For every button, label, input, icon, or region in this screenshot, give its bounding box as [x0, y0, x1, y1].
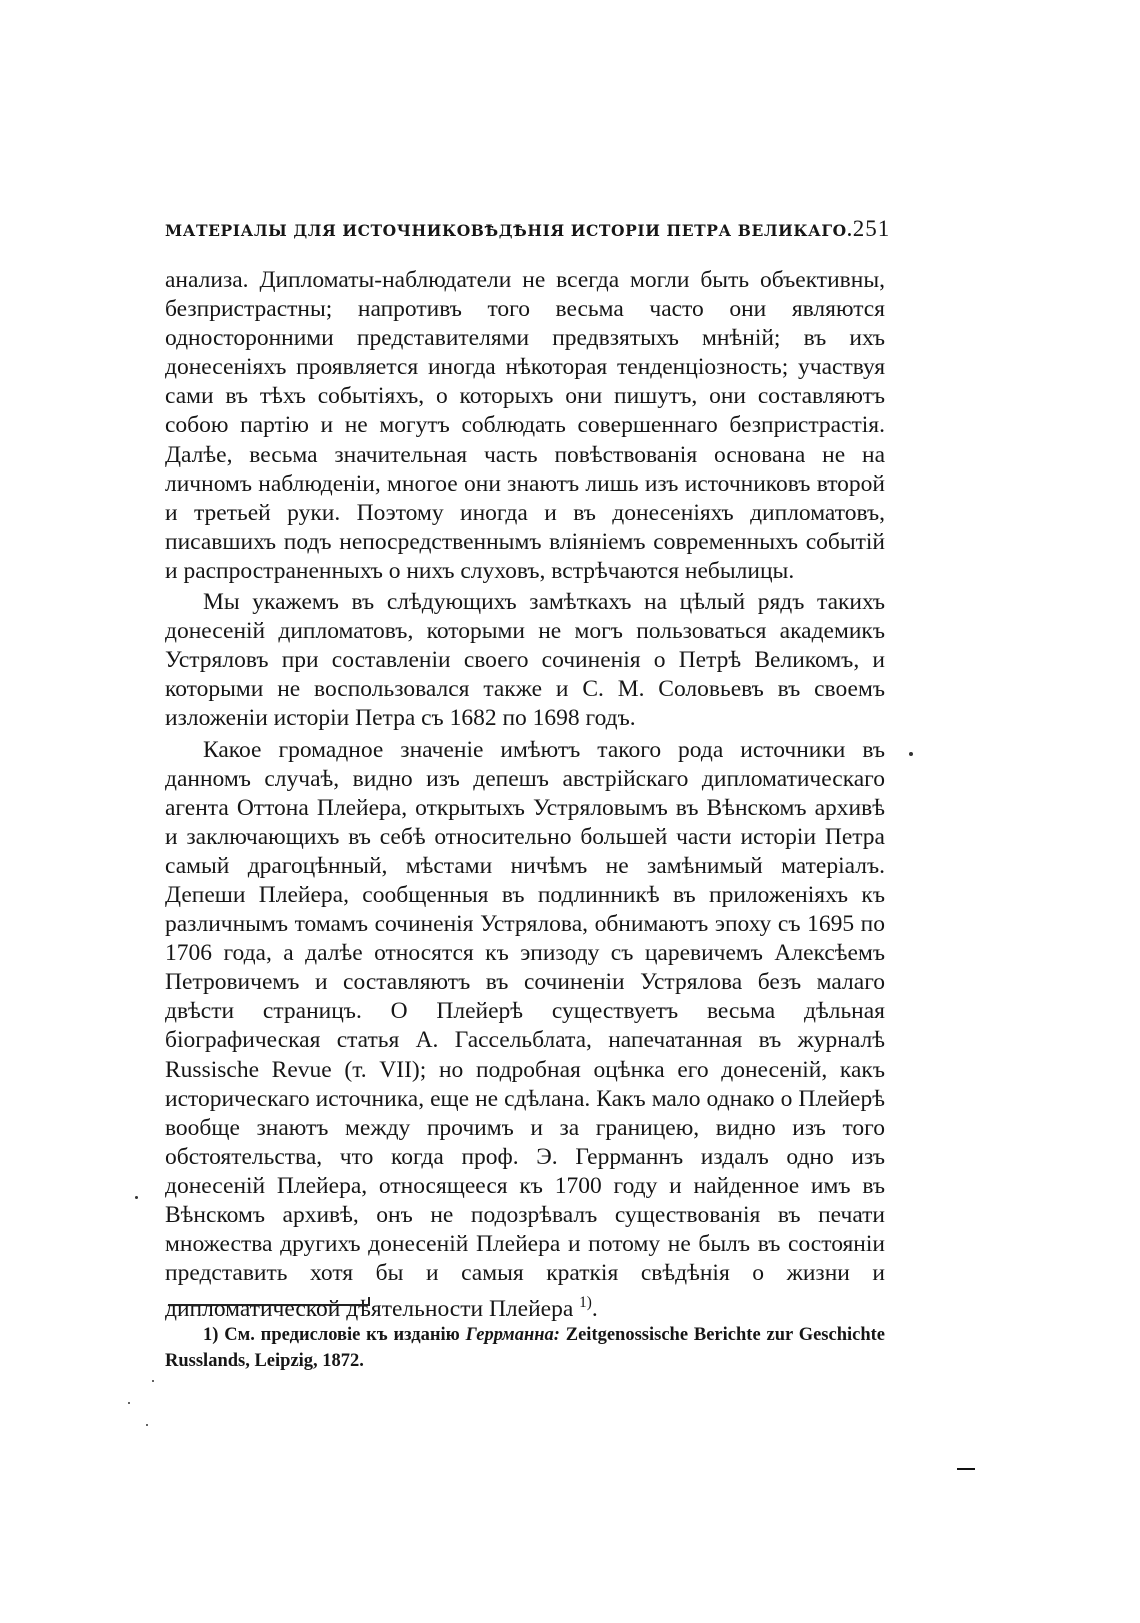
paragraph-2: Мы укажемъ въ слѣдующихъ замѣткахъ на цѣлый рядъ такихъ донесеній дипломатовъ, которыми не могъ пользоваться академикъ Устряловъ при составленіи своего сочиненія о Петрѣ Великомъ, и которыми не воспользовался также и С. М. Соловьевъ въ своемъ изложеніи исторіи Петра съ 1682 по 1698 годъ.	[165, 589, 885, 732]
scan-speck	[152, 1380, 154, 1382]
scan-speck	[146, 1424, 148, 1426]
footnote	[165, 1322, 885, 1374]
paragraph-1: анализа. Дипломаты-наблюдатели не всегда могли быть объективны, безпристрастны; напротивъ того весьма часто они являются односторонними представителями предвзятыхъ мнѣній; въ ихъ донесеніяхъ проявляется иногда нѣкоторая тенденціозность; участвуя сами въ тѣхъ событіяхъ, о которыхъ они пишутъ, они составляютъ собою партію и не могутъ соблюдать совершеннаго безпристрастія. Далѣе, весьма значительная часть повѣствованія основана не на личномъ наблюденіи, многое они знаютъ лишь изъ источниковъ второй и третьей руки. Поэтому иногда и въ донесеніяхъ дипломатовъ, писавшихъ подъ непосредственнымъ вліяніемъ современныхъ событій и распространенныхъ о нихъ слуховъ, встрѣчаются небылицы.	[165, 267, 885, 584]
footnote-citation: Zeitgenossische Berichte zur Geschichte Russlands, Leipzig, 1872.	[165, 1325, 886, 1371]
scan-speck	[128, 1402, 130, 1404]
footnote-divider	[168, 1304, 370, 1306]
footnote-divider-tick	[368, 1297, 370, 1305]
paragraph-3: Какое громадное значеніе имѣютъ такого рода источники въ данномъ случаѣ, видно изъ депешъ австрійскаго дипломатическаго агента Оттона Плейера, открытыхъ Устряловымъ въ Вѣнскомъ архивѣ и заключающихъ въ себѣ относительно большей части исторіи Петра самый драгоцѣнный, мѣстами ничѣмъ не замѣнимый матеріалъ. Депеши Плейера, сообщенныя въ подлинникѣ въ приложеніяхъ къ различнымъ томамъ сочиненія Устрялова, обнимаютъ эпоху съ 1695 по 1706 года, а далѣе относятся къ эпизоду съ царевичемъ Алексѣемъ Петровичемъ и составляютъ въ сочиненіи Устрялова безъ малаго двѣсти страницъ. О Плейерѣ существуетъ весьма дѣльная біографическая статья А. Гассельблата, напечатанная въ журналѣ Russische Revue (т. VII); но подробная оцѣнка его донесеній, какъ историческаго источника, еще не сдѣлана. Какъ мало однако о Плейерѣ вообще знаютъ между прочимъ и за границею, видно изъ того обстоятельства, что когда проф. Э. Геррманнъ издалъ одно изъ донесеній Плейера, относящееся къ 1700 году и найденное имъ въ Вѣнскомъ архивѣ, онъ не подозрѣвалъ существованія въ печати множества другихъ донесеній Плейера и потому не былъ въ состояніи представить хотя бы и самыя краткія свѣдѣнія о жизни и дипломатической дѣятельности Плейера $^{1)}$.	[165, 736, 885, 1323]
footnote-marker: 1)	[203, 1325, 219, 1345]
body-text	[165, 266, 885, 1326]
scan-speck	[909, 752, 913, 756]
scan-speck	[135, 1196, 138, 1199]
running-title: МАТЕРІАЛЫ ДЛЯ ИСТОЧНИКОВѢДѢНІЯ ИСТОРІИ ПЕТРА ВЕЛИКАГО.	[165, 221, 853, 240]
footnote-reference: 1)	[579, 1294, 592, 1312]
paragraph-3-text: Какое громадное значеніе имѣютъ такого рода источники въ данномъ случаѣ, видно изъ депешъ австрійскаго дипломатическаго агента Оттона Плейера, открытыхъ Устряловымъ въ Вѣнскомъ архивѣ и заключающихъ въ себѣ относительно большей части исторіи Петра самый драгоцѣнный, мѣстами ничѣмъ не замѣнимый матеріалъ. Депеши Плейера, сообщенныя въ подлинникѣ въ приложеніяхъ къ различнымъ томамъ сочиненія Устрялова, обнимаютъ эпоху съ 1695 по 1706 года, а далѣе относятся къ эпизоду съ царевичемъ Алексѣемъ Петровичемъ и составляютъ въ сочиненіи Устрялова безъ малаго двѣсти страницъ. О Плейерѣ существуетъ весьма дѣльная біографическая статья А. Гассельблата, напечатанная въ журналѣ Russische Revue (т. VII); но подробная оцѣнка его донесеній, какъ историческаго источника, еще не сдѣлана. Какъ мало однако о Плейерѣ вообще знаютъ между прочимъ и за границею, видно изъ того обстоятельства, что когда проф. Э. Геррманнъ издалъ одно изъ донесеній Плейера, относящееся къ 1700 году и найденное имъ въ Вѣнскомъ архивѣ, онъ не подозрѣвалъ существованія въ печати множества другихъ донесеній Плейера и потому не былъ въ состояніи представить хотя бы и самыя краткія свѣдѣнія о жизни и дипломатической дѣятельности Плейера	[165, 736, 885, 1323]
footnote-lead: См. предисловіе къ изданію	[224, 1325, 460, 1345]
page-number: 251	[852, 216, 891, 241]
footnote-author: Геррманна:	[465, 1325, 560, 1345]
running-head	[165, 216, 891, 246]
scan-edge-mark	[957, 1468, 975, 1470]
